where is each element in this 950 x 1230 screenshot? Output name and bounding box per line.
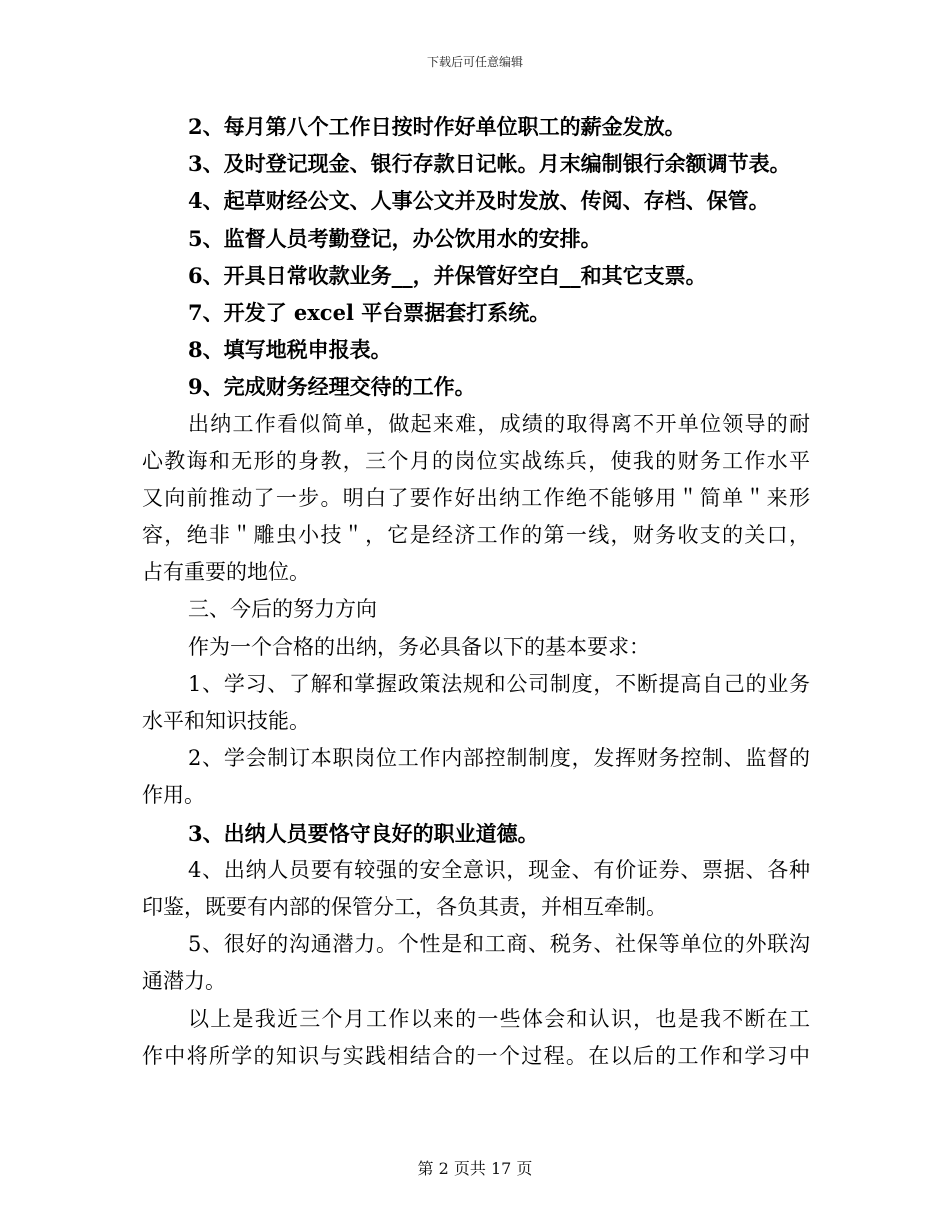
text-line: 容，绝非＂雕虫小技＂，它是经济工作的第一线，财务收支的关口， <box>142 523 810 548</box>
text-line: 6、开具日常收款业务__，并保管好空白__和其它支票。 <box>188 262 707 288</box>
text-line: 三、今后的努力方向 <box>188 597 377 622</box>
page-number: 第 2 页共 17 页 <box>417 1159 533 1178</box>
text-line: 9、完成财务经理交待的工作。 <box>188 374 476 400</box>
document-body <box>142 108 810 1075</box>
text-line: 印鉴，既要有内部的保管分工，各负其责，并相互牵制。 <box>142 894 667 919</box>
text-line: 7、开发了 excel 平台票据套打系统。 <box>188 299 551 325</box>
text-line: 又向前推动了一步。明白了要作好出纳工作绝不能够用＂简单＂来形 <box>142 485 810 510</box>
text-line: 占有重要的地位。 <box>142 560 310 585</box>
text-line: 3、及时登记现金、银行存款日记帐。月末编制银行余额调节表。 <box>188 151 791 177</box>
text-line: 1、学习、了解和掌握政策法规和公司制度，不断提高自己的业务 <box>188 671 810 696</box>
text-line: 2、学会制订本职岗位工作内部控制制度，发挥财务控制、监督的 <box>188 746 810 771</box>
text-line: 作为一个合格的出纳，务必具备以下的基本要求： <box>188 634 650 659</box>
text-line: 以上是我近三个月工作以来的一些体会和认识，也是我不断在工 <box>188 1006 810 1031</box>
text-line: 4、出纳人员要有较强的安全意识，现金、有价证券、票据、各种 <box>188 857 810 882</box>
text-line: 3、出纳人员要恪守良好的职业道德。 <box>188 820 539 846</box>
text-line: 2、每月第八个工作日按时作好单位职工的薪金发放。 <box>188 114 686 139</box>
text-line: 作用。 <box>142 783 205 808</box>
text-line: 5、监督人员考勤登记，办公饮用水的安排。 <box>188 225 602 251</box>
text-line: 8、填写地税申报表。 <box>188 337 392 363</box>
text-line: 5、很好的沟通潜力。个性是和工商、税务、社保等单位的外联沟 <box>188 932 810 957</box>
text-line: 4、起草财经公文、人事公文并及时发放、传阅、存档、保管。 <box>188 188 770 214</box>
text-line: 心教诲和无形的身教，三个月的岗位实战练兵，使我的财务工作水平 <box>142 448 810 473</box>
text-line: 出纳工作看似简单，做起来难，成绩的取得离不开单位领导的耐 <box>188 411 810 436</box>
text-line: 作中将所学的知识与实践相结合的一个过程。在以后的工作和学习中 <box>142 1043 810 1068</box>
text-line: 通潜力。 <box>142 969 226 994</box>
page-header: 下载后可任意编辑 <box>426 55 523 69</box>
text-line: 水平和知识技能。 <box>142 709 310 733</box>
